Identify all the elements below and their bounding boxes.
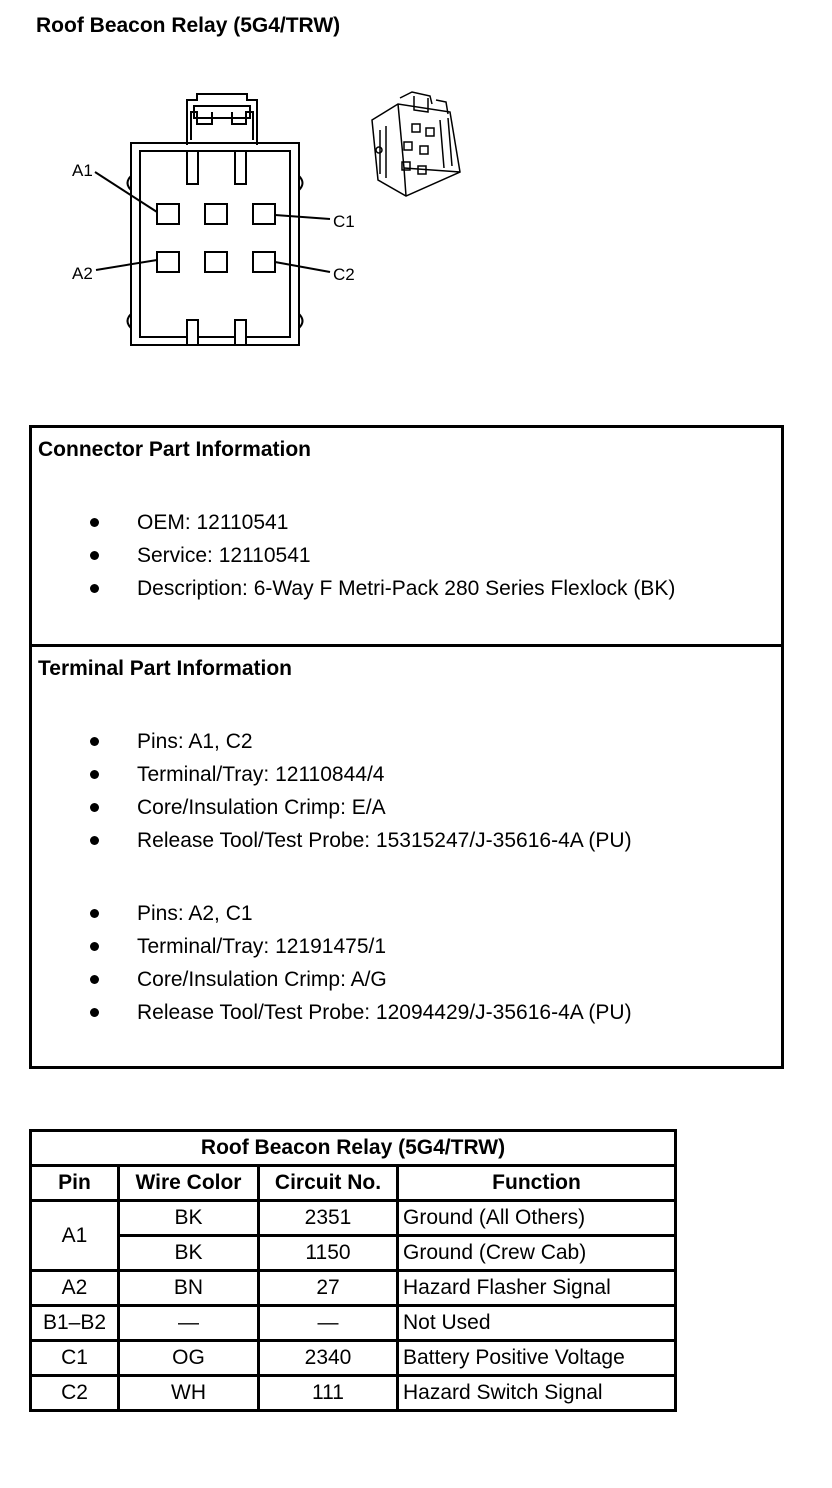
table-row [31,1306,676,1341]
cavity-c1 [253,204,275,224]
connector-diagram [0,0,832,400]
bullet-icon [90,584,99,593]
list-item: Release Tool/Test Probe: 15315247/J-35616-4A (PU) [32,824,632,857]
table-row [31,1376,676,1411]
part-info-box [29,425,784,1069]
cell-wire: — [119,1306,259,1341]
connector-body [131,143,299,345]
header-wire-color: Wire Color [119,1166,259,1201]
bullet-icon [90,942,99,951]
cell-circuit: 1150 [259,1236,398,1271]
cell-wire: BN [119,1271,259,1306]
list-item: Service: 12110541 [32,539,675,572]
cavity-a1 [157,204,179,224]
cell-wire: BK [119,1236,259,1271]
label-a1: A1 [72,161,93,180]
cell-function: Not Used [398,1306,676,1341]
cell-pin: C1 [31,1341,119,1376]
terminal-part-heading: Terminal Part Information [38,657,292,680]
list-item: Description: 6-Way F Metri-Pack 280 Series Flexlock (BK) [32,572,675,605]
bullet-icon [90,975,99,984]
header-function: Function [398,1166,676,1201]
cell-circuit: — [259,1306,398,1341]
table-row [31,1201,676,1236]
cell-circuit: 27 [259,1271,398,1306]
list-item: Core/Insulation Crimp: A/G [32,963,632,996]
cell-circuit: 2340 [259,1341,398,1376]
cavity-b2 [205,252,227,272]
cell-pin: A1 [31,1201,119,1271]
cavity-c2 [253,252,275,272]
cell-pin: B1–B2 [31,1306,119,1341]
list-item: Pins: A2, C1 [32,897,632,930]
cell-wire: OG [119,1341,259,1376]
connector-3d-illustration [372,92,460,196]
cell-function: Hazard Flasher Signal [398,1271,676,1306]
table-row [31,1236,676,1271]
cavity-a2 [157,252,179,272]
table-caption: Roof Beacon Relay (5G4/TRW) [31,1131,676,1166]
label-a2: A2 [72,264,93,283]
bullet-icon [90,770,99,779]
page-title: Roof Beacon Relay (5G4/TRW) [36,14,341,37]
list-item: Pins: A1, C2 [32,725,632,758]
label-c2: C2 [333,265,355,284]
terminal-part-section [32,647,781,1069]
pin-table [29,1129,677,1412]
table-row [31,1341,676,1376]
list-item: Terminal/Tray: 12110844/4 [32,758,632,791]
bullet-icon [90,737,99,746]
terminal-group-1-list [32,725,632,857]
cell-function: Ground (Crew Cab) [398,1236,676,1271]
table-header-row [31,1166,676,1201]
cell-wire: WH [119,1376,259,1411]
bullet-icon [90,803,99,812]
bullet-icon [90,551,99,560]
cell-circuit: 111 [259,1376,398,1411]
connector-part-list [32,506,675,605]
connector-part-heading: Connector Part Information [38,438,312,461]
label-c1: C1 [333,212,355,231]
cell-pin: A2 [31,1271,119,1306]
cell-function: Hazard Switch Signal [398,1376,676,1411]
table-row [31,1271,676,1306]
cell-pin: C2 [31,1376,119,1411]
cell-function: Ground (All Others) [398,1201,676,1236]
bullet-icon [90,1008,99,1017]
cell-wire: BK [119,1201,259,1236]
cell-function: Battery Positive Voltage [398,1341,676,1376]
list-item: Core/Insulation Crimp: E/A [32,791,632,824]
bullet-icon [90,518,99,527]
cell-circuit: 2351 [259,1201,398,1236]
bullet-icon [90,836,99,845]
list-item: OEM: 12110541 [32,506,675,539]
list-item: Terminal/Tray: 12191475/1 [32,930,632,963]
bullet-icon [90,909,99,918]
list-item: Release Tool/Test Probe: 12094429/J-35616-4A (PU) [32,996,632,1029]
connector-part-section [32,428,781,647]
cavity-b1 [205,204,227,224]
header-pin: Pin [31,1166,119,1201]
terminal-group-2-list [32,897,632,1029]
header-circuit-no: Circuit No. [259,1166,398,1201]
